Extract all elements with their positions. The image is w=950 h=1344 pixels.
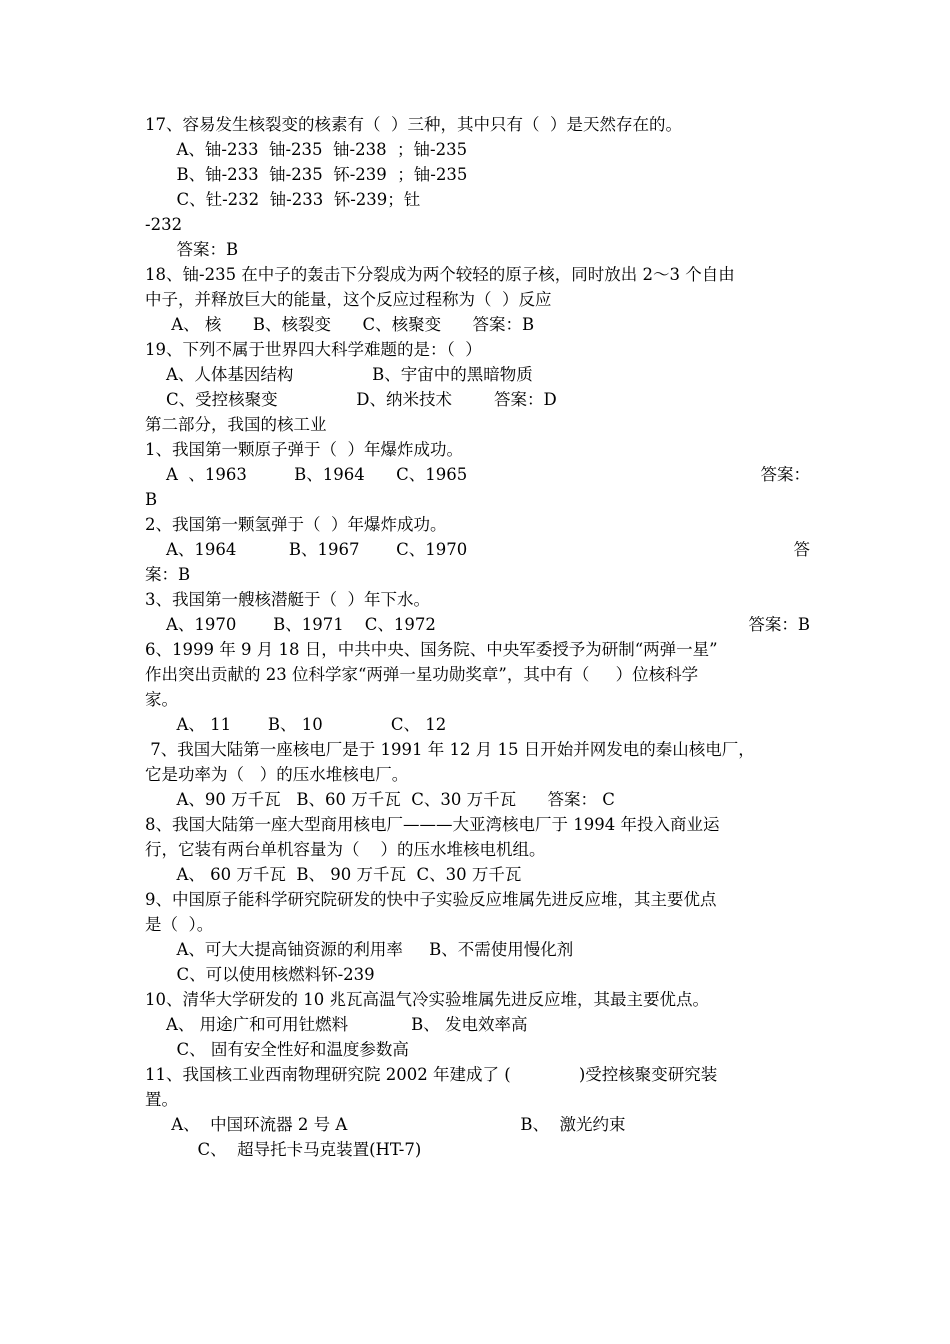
text-line: 行，它装有两台单机容量为（ ）的压水堆核电机组。 — [145, 840, 546, 859]
text-line: A、可大大提高铀资源的利用率 B、不需使用慢化剂 — [145, 940, 574, 959]
text-line — [145, 463, 810, 487]
text-line: 作出突出贡献的 23 位科学家“两弹一星功勋奖章”，其中有（ ）位核科学 — [145, 665, 699, 684]
text-line: C、可以使用核燃料钚-239 — [145, 965, 375, 984]
text-line: 3、我国第一艘核潜艇于（ ）年下水。 — [145, 590, 430, 609]
text-line: 9、中国原子能科学研究院研发的快中子实验反应堆属先进反应堆，其主要优点 — [145, 890, 717, 909]
section-heading: 第二部分，我国的核工业 — [145, 415, 327, 434]
text-line — [145, 613, 810, 637]
text-line: A、 核 B、核裂变 C、核聚变 答案：B — [145, 315, 535, 334]
options-text: A、1964 B、1967 C、1970 — [145, 540, 468, 559]
text-line: 中子，并释放巨大的能量，这个反应过程称为（ ）反应 — [145, 290, 552, 309]
text-line: 6、1999 年 9 月 18 日，中共中央、国务院、中央军委授予为研制“两弹一星” — [145, 640, 718, 659]
options-text: A、1970 B、1971 C、1972 — [145, 615, 436, 634]
text-line: 8、我国大陆第一座大型商用核电厂———大亚湾核电厂于 1994 年投入商业运 — [145, 815, 720, 834]
answer-label: 答案：B — [748, 615, 810, 634]
text-line: B、铀-233 铀-235 钚-239 ；铀-235 — [145, 165, 468, 184]
options-text: A 、1963 B、1964 C、1965 — [145, 465, 468, 484]
text-line: 18、铀-235 在中子的轰击下分裂成为两个较轻的原子核，同时放出 2～3 个自由 — [145, 265, 735, 284]
text-line: 家。 — [145, 690, 178, 709]
text-line: A、90 万千瓦 B、60 万千瓦 C、30 万千瓦 答案： C — [145, 790, 615, 809]
text-line: -232 — [145, 215, 183, 234]
text-line: B — [145, 490, 158, 509]
answer-label: 答 — [793, 540, 810, 559]
text-line: 7、我国大陆第一座核电厂是于 1991 年 12 月 15 日开始并网发电的秦山核电厂， — [145, 740, 755, 759]
text-line: 1、我国第一颗原子弹于（ ）年爆炸成功。 — [145, 440, 463, 459]
text-line: 17、容易发生核裂变的核素有（ ）三种，其中只有（ ）是天然存在的。 — [145, 115, 682, 134]
text-line: C、 固有安全性好和温度参数高 — [145, 1040, 409, 1059]
text-line: C、 超导托卡马克装置(HT-7) — [145, 1140, 422, 1159]
text-line: A、 用途广和可用钍燃料 B、 发电效率高 — [145, 1015, 528, 1034]
text-line: C、钍-232 铀-233 钚-239；钍 — [145, 190, 421, 209]
text-line: C、受控核聚变 D、纳米技术 答案：D — [145, 390, 557, 409]
text-line: A、 11 B、 10 C、 12 — [145, 715, 447, 734]
text-line: A、铀-233 铀-235 铀-238 ；铀-235 — [145, 140, 468, 159]
answer-label: 答案： — [760, 465, 810, 484]
text-line: 11、我国核工业西南物理研究院 2002 年建成了 ( )受控核聚变研究装 — [145, 1065, 718, 1084]
text-line: A、 中国环流器 2 号 A B、 激光约束 — [145, 1115, 626, 1134]
text-line: 10、清华大学研发的 10 兆瓦高温气冷实验堆属先进反应堆，其最主要优点。 — [145, 990, 709, 1009]
text-line: 19、下列不属于世界四大科学难题的是：（ ） — [145, 340, 482, 359]
text-line: 2、我国第一颗氢弹于（ ）年爆炸成功。 — [145, 515, 447, 534]
text-line: 置。 — [145, 1090, 178, 1109]
text-line: 是（ ）。 — [145, 915, 214, 934]
text-line: A、 60 万千瓦 B、 90 万千瓦 C、30 万千瓦 — [145, 865, 522, 884]
text-line: 它是功率为（ ）的压水堆核电厂。 — [145, 765, 409, 784]
text-line: 案：B — [145, 565, 191, 584]
text-line — [145, 538, 810, 562]
text-line: 答案：B — [145, 240, 239, 259]
text-line: A、人体基因结构 B、宇宙中的黑暗物质 — [145, 365, 533, 384]
